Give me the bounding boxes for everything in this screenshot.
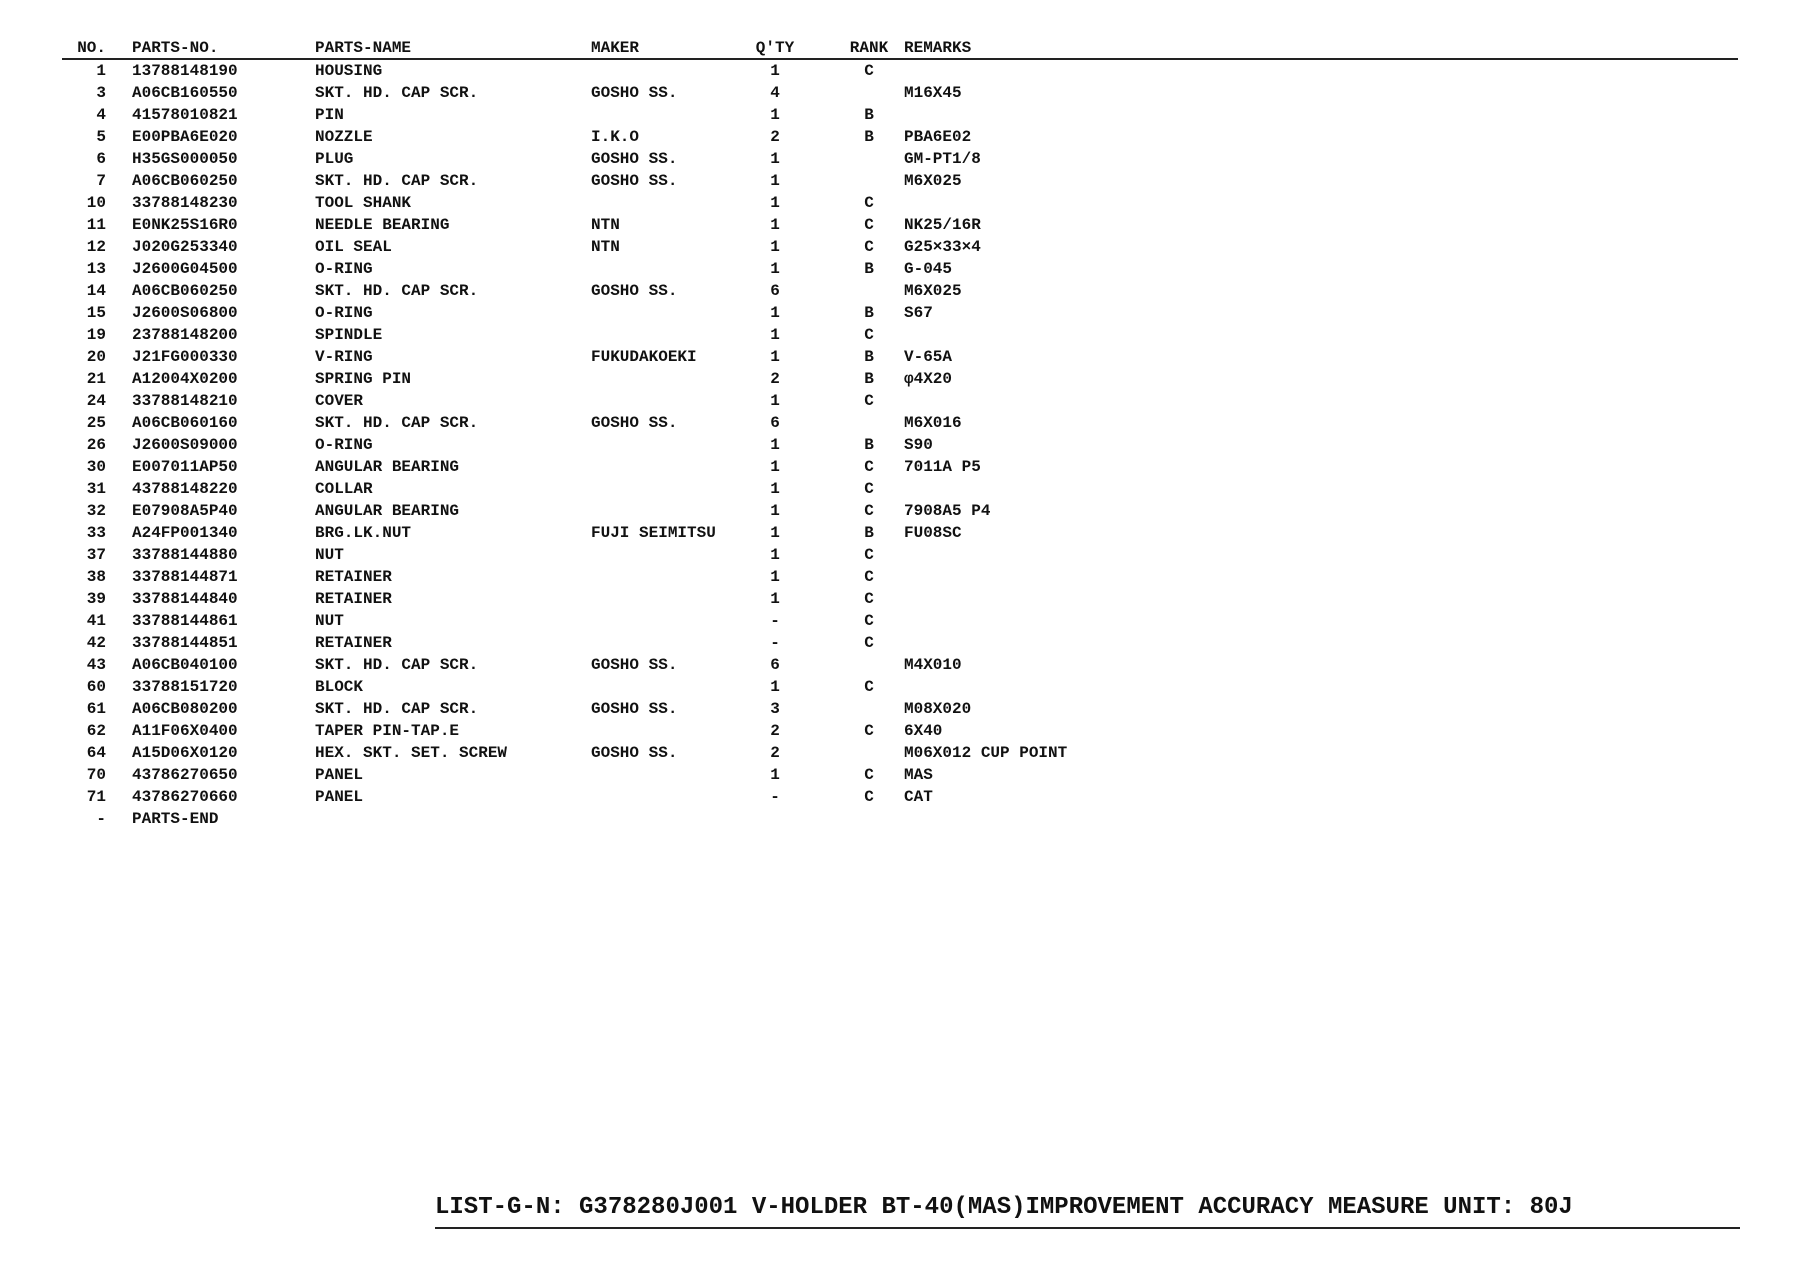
cell-rank: C [864, 326, 874, 344]
cell-parts-name: SPINDLE [315, 326, 383, 344]
cell-parts-name: PANEL [315, 766, 364, 784]
cell-parts-no: A06CB060250 [132, 282, 238, 300]
header-qty: Q'TY [755, 39, 795, 57]
cell-parts-name: PIN [315, 106, 344, 124]
table-row [62, 720, 1738, 742]
cell-no: 19 [86, 326, 106, 344]
cell-rank: C [864, 216, 874, 234]
cell-qty: 1 [770, 326, 780, 344]
table-row [62, 368, 1738, 390]
cell-parts-name: O-RING [315, 260, 373, 278]
cell-parts-no: A06CB060250 [132, 172, 238, 190]
cell-parts-name: RETAINER [315, 590, 392, 608]
table-row [62, 104, 1738, 126]
cell-maker: GOSHO SS. [591, 84, 678, 102]
cell-rank: B [864, 304, 874, 322]
cell-no: 25 [86, 414, 106, 432]
table-row [62, 324, 1738, 346]
cell-parts-name: NEEDLE BEARING [315, 216, 450, 234]
cell-qty: 6 [770, 656, 780, 674]
header-parts-no: PARTS-NO. [132, 39, 219, 57]
cell-parts-no: 33788144880 [132, 546, 238, 564]
cell-parts-no: A06CB040100 [132, 656, 238, 674]
table-row [62, 412, 1738, 434]
cell-maker: GOSHO SS. [591, 656, 678, 674]
table-row [62, 522, 1738, 544]
cell-qty: 3 [770, 700, 780, 718]
cell-no: 38 [86, 568, 106, 586]
cell-qty: 1 [770, 348, 780, 366]
cell-parts-name: RETAINER [315, 568, 392, 586]
table-row [62, 456, 1738, 478]
cell-parts-no: 43786270650 [132, 766, 238, 784]
cell-qty: 1 [770, 678, 780, 696]
cell-qty: 6 [770, 282, 780, 300]
cell-parts-name: RETAINER [315, 634, 392, 652]
table-row [62, 632, 1738, 654]
cell-qty: 1 [770, 524, 780, 542]
table-row [62, 566, 1738, 588]
cell-rank: C [864, 788, 874, 806]
cell-rank: C [864, 590, 874, 608]
header-parts-name: PARTS-NAME [315, 39, 412, 57]
cell-qty: 1 [770, 392, 780, 410]
table-row [62, 214, 1738, 236]
cell-parts-name: SPRING PIN [315, 370, 412, 388]
table-header [62, 38, 1738, 60]
cell-parts-name: BLOCK [315, 678, 364, 696]
cell-parts-no: H35GS000050 [132, 150, 238, 168]
cell-qty: 1 [770, 150, 780, 168]
cell-remarks: M6X016 [904, 414, 962, 432]
cell-qty: 1 [770, 546, 780, 564]
cell-remarks: G-045 [904, 260, 953, 278]
cell-parts-no: 43786270660 [132, 788, 238, 806]
cell-parts-no: A06CB160550 [132, 84, 238, 102]
cell-remarks: 7908A5 P4 [904, 502, 991, 520]
cell-rank: B [864, 348, 874, 366]
cell-parts-no: J21FG000330 [132, 348, 238, 366]
cell-no: 10 [86, 194, 106, 212]
cell-parts-no: 33788148210 [132, 392, 238, 410]
cell-no: 31 [86, 480, 106, 498]
cell-parts-name: NUT [315, 546, 344, 564]
cell-qty: 1 [770, 172, 780, 190]
cell-rank: C [864, 766, 874, 784]
cell-remarks: 7011A P5 [904, 458, 981, 476]
cell-qty: - [770, 612, 780, 630]
cell-maker: GOSHO SS. [591, 414, 678, 432]
table-row [62, 60, 1738, 82]
cell-parts-no: 41578010821 [132, 106, 238, 124]
table-row [62, 236, 1738, 258]
cell-no: 15 [86, 304, 106, 322]
cell-rank: C [864, 612, 874, 630]
cell-parts-no: 13788148190 [132, 62, 238, 80]
cell-no: 1 [96, 62, 106, 80]
cell-no: 37 [86, 546, 106, 564]
cell-qty: 1 [770, 590, 780, 608]
cell-no: 21 [86, 370, 106, 388]
cell-no: 41 [86, 612, 106, 630]
cell-qty: 1 [770, 458, 780, 476]
table-row [62, 126, 1738, 148]
cell-parts-name: O-RING [315, 304, 373, 322]
cell-qty: 1 [770, 194, 780, 212]
cell-parts-no: 43788148220 [132, 480, 238, 498]
cell-qty: 2 [770, 370, 780, 388]
cell-qty: 1 [770, 568, 780, 586]
cell-rank: C [864, 62, 874, 80]
cell-parts-name: SKT. HD. CAP SCR. [315, 414, 479, 432]
table-row [62, 258, 1738, 280]
cell-qty: 2 [770, 744, 780, 762]
cell-qty: 1 [770, 106, 780, 124]
cell-remarks: G25×33×4 [904, 238, 981, 256]
cell-no: 24 [86, 392, 106, 410]
cell-rank: B [864, 370, 874, 388]
cell-remarks: M16X45 [904, 84, 962, 102]
cell-qty: 1 [770, 238, 780, 256]
cell-parts-name: ANGULAR BEARING [315, 458, 460, 476]
cell-remarks: 6X40 [904, 722, 943, 740]
cell-parts-name: BRG.LK.NUT [315, 524, 412, 542]
cell-parts-no: 33788144851 [132, 634, 238, 652]
cell-qty: 1 [770, 216, 780, 234]
cell-parts-name: PLUG [315, 150, 354, 168]
cell-parts-name: COVER [315, 392, 364, 410]
cell-maker: GOSHO SS. [591, 150, 678, 168]
cell-rank: C [864, 546, 874, 564]
cell-parts-name: SKT. HD. CAP SCR. [315, 656, 479, 674]
cell-parts-no: A11F06X0400 [132, 722, 238, 740]
cell-no: 42 [86, 634, 106, 652]
cell-no: 71 [86, 788, 106, 806]
cell-no: 12 [86, 238, 106, 256]
cell-remarks: PBA6E02 [904, 128, 972, 146]
cell-no: 64 [86, 744, 106, 762]
table-row [62, 654, 1738, 676]
cell-rank: C [864, 568, 874, 586]
cell-qty: 1 [770, 502, 780, 520]
cell-parts-no: E007011AP50 [132, 458, 238, 476]
table-row [62, 280, 1738, 302]
header-rank: RANK [849, 39, 889, 57]
cell-no: 20 [86, 348, 106, 366]
cell-no: 43 [86, 656, 106, 674]
cell-rank: C [864, 480, 874, 498]
cell-remarks: S67 [904, 304, 933, 322]
table-row [62, 500, 1738, 522]
cell-maker: FUJI SEIMITSU [591, 524, 716, 542]
cell-remarks: M6X025 [904, 282, 962, 300]
cell-no: 13 [86, 260, 106, 278]
cell-parts-no: J2600S06800 [132, 304, 238, 322]
cell-maker: GOSHO SS. [591, 700, 678, 718]
parts-table-body [62, 60, 1738, 830]
cell-rank: B [864, 106, 874, 124]
table-row [62, 764, 1738, 786]
cell-no: 60 [86, 678, 106, 696]
cell-parts-no: E00PBA6E020 [132, 128, 238, 146]
cell-parts-no: J2600G04500 [132, 260, 238, 278]
cell-parts-no: J020G253340 [132, 238, 238, 256]
cell-rank: B [864, 436, 874, 454]
cell-maker: GOSHO SS. [591, 172, 678, 190]
cell-rank: C [864, 722, 874, 740]
cell-no: 39 [86, 590, 106, 608]
cell-parts-no: A15D06X0120 [132, 744, 238, 762]
cell-parts-no: A24FP001340 [132, 524, 238, 542]
table-row [62, 148, 1738, 170]
table-row [62, 346, 1738, 368]
cell-maker: FUKUDAKOEKI [591, 348, 697, 366]
cell-parts-name: SKT. HD. CAP SCR. [315, 172, 479, 190]
cell-no: 6 [96, 150, 106, 168]
cell-parts-no: E07908A5P40 [132, 502, 238, 520]
cell-rank: C [864, 634, 874, 652]
cell-rank: B [864, 524, 874, 542]
cell-qty: 1 [770, 480, 780, 498]
cell-qty: 2 [770, 722, 780, 740]
cell-parts-name: NOZZLE [315, 128, 373, 146]
table-row [62, 302, 1738, 324]
cell-remarks: S90 [904, 436, 933, 454]
cell-rank: C [864, 458, 874, 476]
table-row [62, 698, 1738, 720]
cell-qty: 1 [770, 436, 780, 454]
list-title: LIST-G-N: G378280J001 V-HOLDER BT-40(MAS)IMPROVEMENT ACCURACY MEASURE UNIT: 80J [435, 1194, 1573, 1221]
cell-remarks: M06X012 CUP POINT [904, 744, 1068, 762]
cell-parts-name: PANEL [315, 788, 364, 806]
cell-qty: 1 [770, 62, 780, 80]
cell-remarks: CAT [904, 788, 933, 806]
cell-no: 4 [96, 106, 106, 124]
cell-rank: C [864, 392, 874, 410]
cell-parts-no: A12004X0200 [132, 370, 238, 388]
table-row [62, 742, 1738, 764]
table-row [62, 170, 1738, 192]
cell-parts-name: ANGULAR BEARING [315, 502, 460, 520]
table-row [62, 610, 1738, 632]
cell-qty: 1 [770, 304, 780, 322]
cell-no: 3 [96, 84, 106, 102]
cell-qty: 2 [770, 128, 780, 146]
cell-parts-name: V-RING [315, 348, 373, 366]
cell-no: 70 [86, 766, 106, 784]
cell-parts-name: SKT. HD. CAP SCR. [315, 282, 479, 300]
cell-remarks: NK25/16R [904, 216, 981, 234]
cell-no: 11 [86, 216, 106, 234]
cell-parts-name: TAPER PIN-TAP.E [315, 722, 460, 740]
cell-rank: C [864, 678, 874, 696]
cell-parts-name: NUT [315, 612, 344, 630]
cell-parts-no: A06CB060160 [132, 414, 238, 432]
table-row [62, 434, 1738, 456]
cell-remarks: V-65A [904, 348, 953, 366]
cell-remarks: M4X010 [904, 656, 962, 674]
cell-parts-name: SKT. HD. CAP SCR. [315, 700, 479, 718]
cell-parts-no: PARTS-END [132, 810, 219, 828]
cell-no: 5 [96, 128, 106, 146]
cell-parts-name: HOUSING [315, 62, 383, 80]
cell-maker: GOSHO SS. [591, 744, 678, 762]
cell-parts-no: 33788144871 [132, 568, 238, 586]
cell-remarks: M6X025 [904, 172, 962, 190]
cell-parts-no: 33788144840 [132, 590, 238, 608]
cell-parts-name: OIL SEAL [315, 238, 392, 256]
table-row [62, 478, 1738, 500]
table-row [62, 544, 1738, 566]
cell-qty: - [770, 634, 780, 652]
cell-qty: 1 [770, 260, 780, 278]
table-row [62, 82, 1738, 104]
header-no: NO. [77, 39, 106, 57]
table-row [62, 676, 1738, 698]
cell-no: 30 [86, 458, 106, 476]
cell-remarks: M08X020 [904, 700, 972, 718]
cell-remarks: FU08SC [904, 524, 962, 542]
cell-remarks: φ4X20 [904, 370, 953, 388]
cell-no: 61 [86, 700, 106, 718]
cell-parts-no: 33788151720 [132, 678, 238, 696]
cell-qty: 6 [770, 414, 780, 432]
cell-parts-no: 33788144861 [132, 612, 238, 630]
cell-rank: B [864, 128, 874, 146]
cell-no: 33 [86, 524, 106, 542]
table-row [62, 786, 1738, 808]
table-row [62, 588, 1738, 610]
cell-qty: - [770, 788, 780, 806]
cell-no: 26 [86, 436, 106, 454]
cell-parts-name: O-RING [315, 436, 373, 454]
table-row [62, 808, 1738, 830]
cell-qty: 4 [770, 84, 780, 102]
header-maker: MAKER [591, 39, 640, 57]
cell-maker: GOSHO SS. [591, 282, 678, 300]
cell-no: 7 [96, 172, 106, 190]
cell-no: - [96, 810, 106, 828]
table-row [62, 390, 1738, 412]
cell-remarks: GM-PT1/8 [904, 150, 981, 168]
cell-rank: C [864, 238, 874, 256]
cell-parts-name: TOOL SHANK [315, 194, 412, 212]
cell-rank: B [864, 260, 874, 278]
cell-qty: 1 [770, 766, 780, 784]
cell-parts-name: SKT. HD. CAP SCR. [315, 84, 479, 102]
cell-no: 62 [86, 722, 106, 740]
cell-parts-no: 33788148230 [132, 194, 238, 212]
cell-maker: NTN [591, 216, 620, 234]
list-footer [435, 1194, 1740, 1229]
table-row [62, 192, 1738, 214]
cell-parts-no: A06CB080200 [132, 700, 238, 718]
header-remarks: REMARKS [904, 39, 972, 57]
cell-maker: NTN [591, 238, 620, 256]
cell-remarks: MAS [904, 766, 933, 784]
cell-parts-name: HEX. SKT. SET. SCREW [315, 744, 508, 762]
cell-no: 14 [86, 282, 106, 300]
cell-maker: I.K.O [591, 128, 640, 146]
cell-rank: C [864, 502, 874, 520]
cell-rank: C [864, 194, 874, 212]
cell-parts-name: COLLAR [315, 480, 373, 498]
cell-parts-no: 23788148200 [132, 326, 238, 344]
cell-parts-no: J2600S09000 [132, 436, 238, 454]
cell-parts-no: E0NK25S16R0 [132, 216, 238, 234]
cell-no: 32 [86, 502, 106, 520]
